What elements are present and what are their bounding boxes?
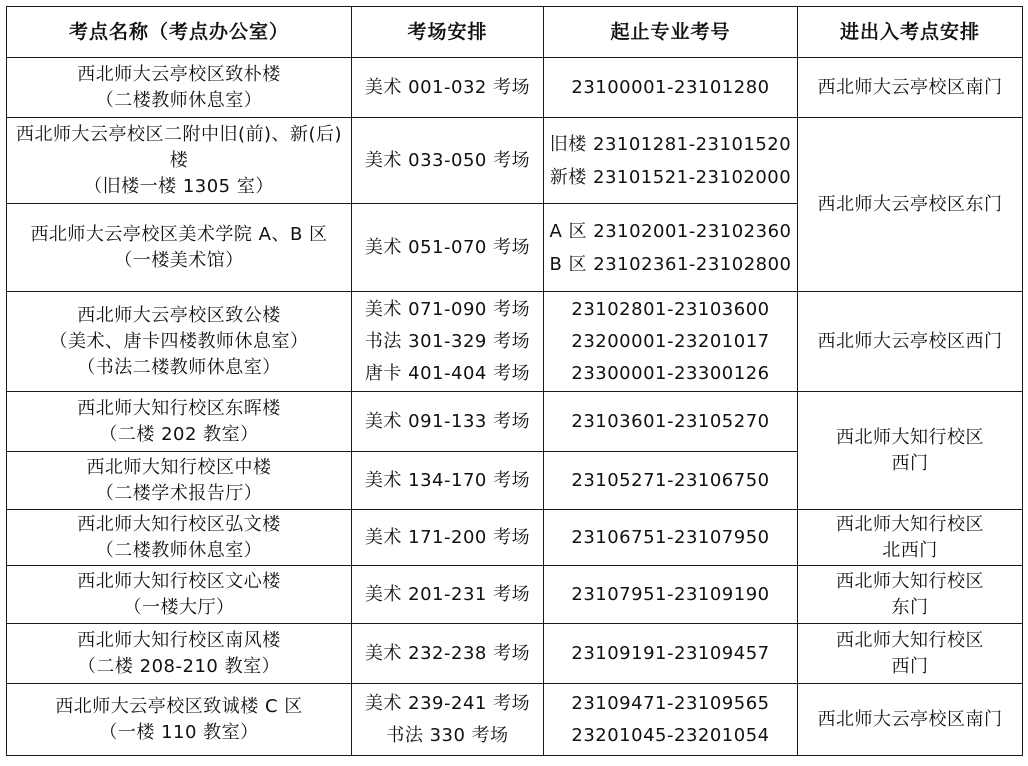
site-office: （旧楼一楼 1305 室） bbox=[84, 175, 274, 197]
site-office: （二楼教师休息室） bbox=[95, 539, 263, 561]
entry-cell bbox=[798, 292, 1023, 392]
id-range: 23201045-23201054 bbox=[571, 724, 770, 746]
site-name: 西北师大知行校区东晖楼 bbox=[77, 397, 281, 419]
header-site-name: 考点名称（考点办公室） bbox=[7, 7, 352, 58]
room-range: 美术 001-032 考场 bbox=[364, 76, 531, 98]
site-name: 西北师大云亭校区致朴楼 bbox=[77, 63, 281, 85]
id-range: 23103601-23105270 bbox=[571, 410, 770, 432]
ids-cell bbox=[544, 118, 798, 204]
room-range: 唐卡 401-404 考场 bbox=[364, 362, 531, 384]
site-name: 西北师大云亭校区二附中旧(前)、新(后)楼 bbox=[15, 123, 343, 171]
table-row bbox=[7, 624, 1023, 684]
table-row bbox=[7, 684, 1023, 756]
site-office: （书法二楼教师休息室） bbox=[77, 356, 281, 378]
site-name: 西北师大云亭校区致诚楼 C 区 bbox=[55, 695, 303, 717]
id-range: 旧楼 23101281-23101520 bbox=[549, 133, 792, 155]
room-range: 美术 134-170 考场 bbox=[364, 469, 531, 491]
entry-cell bbox=[798, 118, 1023, 292]
entry-cell bbox=[798, 58, 1023, 118]
table-row bbox=[7, 118, 1023, 204]
entry-gate: 西门 bbox=[891, 452, 929, 474]
ids-cell bbox=[544, 452, 798, 510]
site-name: 西北师大云亭校区致公楼 bbox=[77, 304, 281, 326]
site-name-cell bbox=[7, 510, 352, 566]
entry-gate: 西北师大知行校区 bbox=[836, 426, 984, 448]
ids-cell bbox=[544, 292, 798, 392]
id-range: 23109191-23109457 bbox=[571, 642, 770, 664]
entry-gate: 西北师大云亭校区南门 bbox=[817, 708, 1003, 730]
site-office: （美术、唐卡四楼教师休息室） bbox=[49, 330, 309, 352]
entry-cell bbox=[798, 566, 1023, 624]
id-range: 新楼 23101521-23102000 bbox=[549, 166, 792, 188]
header-entry-arrangement: 进出入考点安排 bbox=[798, 7, 1023, 58]
site-office: （二楼教师休息室） bbox=[95, 89, 263, 111]
table-row bbox=[7, 58, 1023, 118]
id-range: 23109471-23109565 bbox=[571, 692, 770, 714]
rooms-cell bbox=[352, 58, 544, 118]
exam-site-table bbox=[6, 6, 1023, 756]
site-office: （二楼 208-210 教室） bbox=[77, 655, 281, 677]
site-name-cell bbox=[7, 58, 352, 118]
ids-cell bbox=[544, 684, 798, 756]
entry-cell bbox=[798, 624, 1023, 684]
site-name: 西北师大知行校区中楼 bbox=[86, 456, 272, 478]
id-range: 23102801-23103600 bbox=[571, 298, 770, 320]
site-office: （二楼学术报告厅） bbox=[95, 482, 263, 504]
site-name-cell bbox=[7, 392, 352, 452]
id-range: 23200001-23201017 bbox=[571, 330, 770, 352]
entry-gate: 西北师大云亭校区南门 bbox=[817, 76, 1003, 98]
ids-cell bbox=[544, 392, 798, 452]
rooms-cell bbox=[352, 566, 544, 624]
site-name-cell bbox=[7, 292, 352, 392]
rooms-cell bbox=[352, 510, 544, 566]
rooms-cell bbox=[352, 118, 544, 204]
entry-gate: 西北师大云亭校区西门 bbox=[817, 330, 1003, 352]
entry-gate: 西北师大知行校区 bbox=[836, 513, 984, 535]
rooms-cell bbox=[352, 452, 544, 510]
site-office: （一楼 110 教室） bbox=[99, 721, 259, 743]
site-office: （一楼大厅） bbox=[123, 596, 235, 618]
room-range: 美术 201-231 考场 bbox=[364, 583, 531, 605]
id-range: 23300001-23300126 bbox=[571, 362, 770, 384]
id-range: B 区 23102361-23102800 bbox=[549, 253, 792, 275]
room-range: 书法 301-329 考场 bbox=[364, 330, 531, 352]
header-room-arrangement: 考场安排 bbox=[352, 7, 544, 58]
table-row bbox=[7, 292, 1023, 392]
site-office: （二楼 202 教室） bbox=[99, 423, 259, 445]
id-range: 23105271-23106750 bbox=[571, 469, 770, 491]
site-name: 西北师大知行校区文心楼 bbox=[77, 570, 281, 592]
exam-site-table-sheet bbox=[6, 6, 1023, 756]
site-name-cell bbox=[7, 118, 352, 204]
ids-cell bbox=[544, 624, 798, 684]
ids-cell bbox=[544, 204, 798, 292]
entry-cell bbox=[798, 392, 1023, 510]
id-range: 23100001-23101280 bbox=[571, 76, 770, 98]
room-range: 美术 232-238 考场 bbox=[364, 642, 531, 664]
table-row bbox=[7, 510, 1023, 566]
entry-cell bbox=[798, 684, 1023, 756]
header-row bbox=[7, 7, 1023, 58]
room-range: 美术 033-050 考场 bbox=[364, 149, 531, 171]
site-name: 西北师大知行校区南风楼 bbox=[77, 629, 281, 651]
table-row bbox=[7, 392, 1023, 452]
rooms-cell bbox=[352, 684, 544, 756]
room-range: 美术 171-200 考场 bbox=[364, 526, 531, 548]
ids-cell bbox=[544, 510, 798, 566]
header-id-range: 起止专业考号 bbox=[544, 7, 798, 58]
site-name-cell bbox=[7, 624, 352, 684]
entry-gate: 西门 bbox=[891, 655, 929, 677]
entry-cell bbox=[798, 510, 1023, 566]
site-name-cell bbox=[7, 566, 352, 624]
rooms-cell bbox=[352, 204, 544, 292]
id-range: A 区 23102001-23102360 bbox=[549, 220, 792, 242]
site-name: 西北师大云亭校区美术学院 A、B 区 bbox=[30, 223, 328, 245]
ids-cell bbox=[544, 566, 798, 624]
rooms-cell bbox=[352, 624, 544, 684]
id-range: 23106751-23107950 bbox=[571, 526, 770, 548]
rooms-cell bbox=[352, 292, 544, 392]
entry-gate: 西北师大知行校区 bbox=[836, 629, 984, 651]
room-range: 美术 051-070 考场 bbox=[364, 236, 531, 258]
rooms-cell bbox=[352, 392, 544, 452]
ids-cell bbox=[544, 58, 798, 118]
site-name-cell bbox=[7, 452, 352, 510]
site-name: 西北师大知行校区弘文楼 bbox=[77, 513, 281, 535]
id-range: 23107951-23109190 bbox=[571, 583, 770, 605]
site-office: （一楼美术馆） bbox=[114, 249, 244, 271]
entry-gate: 西北师大云亭校区东门 bbox=[817, 193, 1003, 215]
room-range: 美术 091-133 考场 bbox=[364, 410, 531, 432]
site-name-cell bbox=[7, 204, 352, 292]
site-name-cell bbox=[7, 684, 352, 756]
room-range: 美术 239-241 考场 bbox=[364, 692, 531, 714]
entry-gate: 西北师大知行校区 bbox=[836, 570, 984, 592]
entry-gate: 北西门 bbox=[882, 539, 938, 561]
entry-gate: 东门 bbox=[891, 596, 929, 618]
table-row bbox=[7, 566, 1023, 624]
room-range: 美术 071-090 考场 bbox=[364, 298, 531, 320]
room-range: 书法 330 考场 bbox=[386, 724, 509, 746]
